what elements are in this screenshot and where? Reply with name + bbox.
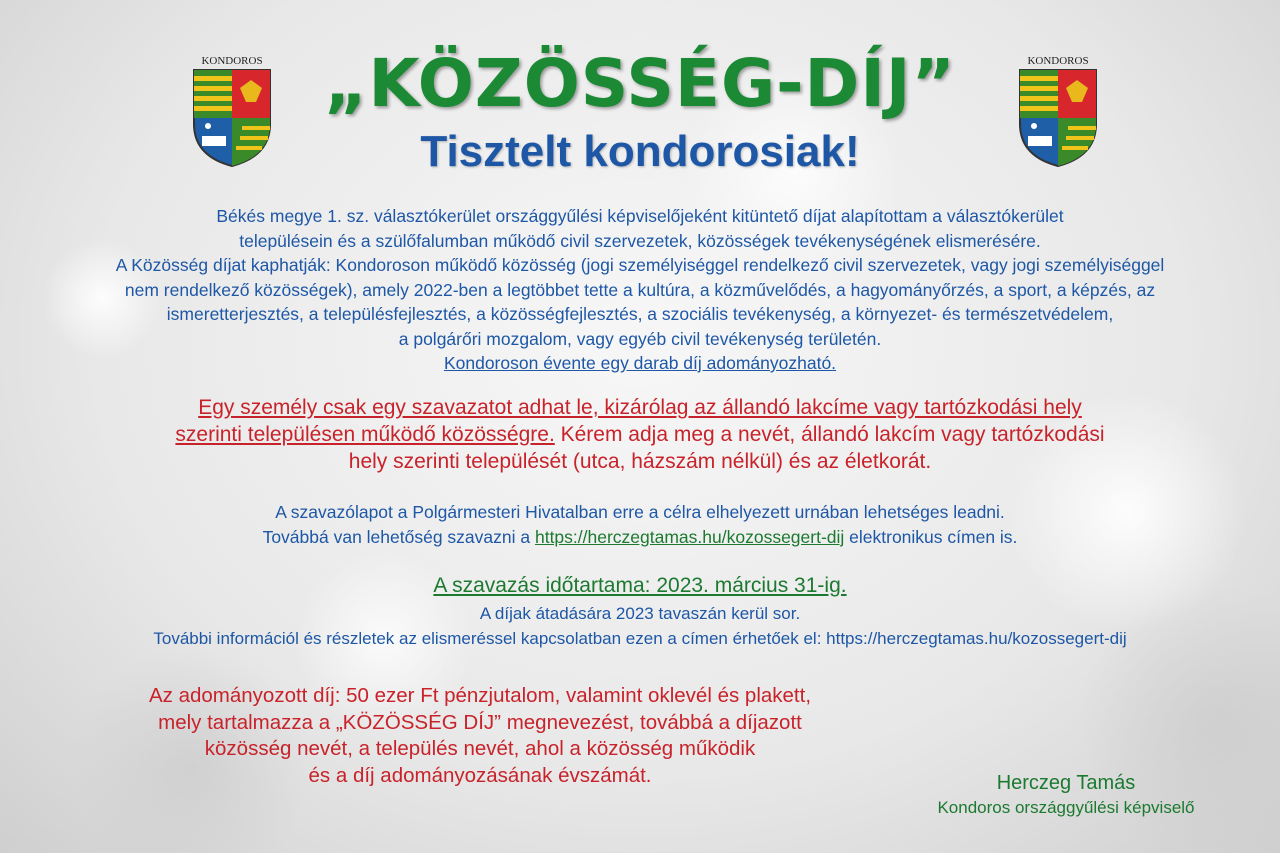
vote-rule-line: Kérem adja meg a nevét, állandó lakcím vagy tartózkodási [554, 423, 1105, 446]
voting-link[interactable]: https://herczegtamas.hu/kozossegert-dij [534, 527, 845, 547]
page-title: „KÖZÖSSÉG-DÍJ” [324, 45, 956, 122]
prize-line: Az adományozott díj: 50 ezer Ft pénzjutalom, valamint oklevél és plakett, [148, 684, 812, 707]
intro-line: A Közösség díjat kaphatják: Kondoroson működő közösség (jogi személyiséggel rendelkező civil szervezetek, vagy jogi személyiséggel [115, 255, 1165, 275]
intro-line: a polgárőri mozgalom, vagy egyéb civil tevékenység területén. [398, 328, 882, 349]
voting-deadline: A szavazás időtartama: 2023. március 31-ig. [433, 574, 847, 597]
vote-rule-section [40, 394, 1240, 475]
prize-section [60, 683, 900, 789]
ballot-text: Továbbá van lehetőség szavazni a [262, 527, 535, 547]
svg-text:KONDOROS: KONDOROS [201, 55, 263, 67]
intro-line: ismeretterjesztés, a településfejlesztés, a közösségfejlesztés, a szociális tevékenység, a környezet- és természetvédelem, [166, 304, 1114, 324]
ballot-text: elektronikus címen is. [844, 527, 1018, 547]
info-line: A díjak átadására 2023 tavaszán kerül sor. [479, 604, 801, 623]
vote-rule-line: hely szerinti települését (utca, házszám nélkül) és az életkorát. [348, 450, 932, 473]
prize-line: és a díj adományozásának évszámát. [308, 763, 652, 787]
intro-line: településein és a szülőfalumban működő civil szervezetek, közösségek tevékenységének elismerésére. [239, 230, 1041, 251]
intro-line: Békés megye 1. sz. választókerület országgyűlési képviselőjeként kitüntető díjat alapítottam a választókerület [216, 206, 1064, 226]
ballot-section [20, 500, 1260, 550]
signature-role: Kondoros országgyűlési képviselő [937, 798, 1195, 817]
intro-section [20, 204, 1260, 376]
ballot-line: A szavazólapot a Polgármesteri Hivatalban erre a célra elhelyezett urnában lehetséges leadni. [275, 502, 1005, 522]
info-section [20, 601, 1260, 651]
info-line: További információl és részletek az elismeréssel kapcsolatban ezen a címen érhetőek el: https://herczegtamas.hu/kozossegert-dij [153, 629, 1127, 648]
intro-line: nem rendelkező közösségek), amely 2022-ben a legtöbbet tette a kultúra, a közművelődés, a hagyományőrzés, a sport, a képzés, az [124, 279, 1156, 300]
vote-rule-line: Egy személy csak egy szavazatot adhat le, kizárólag az állandó lakcíme vagy tartózkodási hely [198, 396, 1082, 419]
prize-line: mely tartalmazza a „KÖZÖSSÉG DÍJ” megnevezést, továbbá a díjazott [158, 710, 802, 734]
vote-rule-underlined: szerinti településen működő közösségre. [175, 423, 555, 446]
page-subtitle: Tisztelt kondorosiak! [420, 127, 860, 176]
signature-name: Herczeg Tamás [996, 772, 1136, 794]
intro-award-limit: Kondoroson évente egy darab díj adományozható. [443, 353, 837, 373]
svg-text:KONDOROS: KONDOROS [1027, 55, 1089, 67]
prize-line: közösség nevét, a település nevét, ahol a közösség működik [204, 737, 756, 760]
